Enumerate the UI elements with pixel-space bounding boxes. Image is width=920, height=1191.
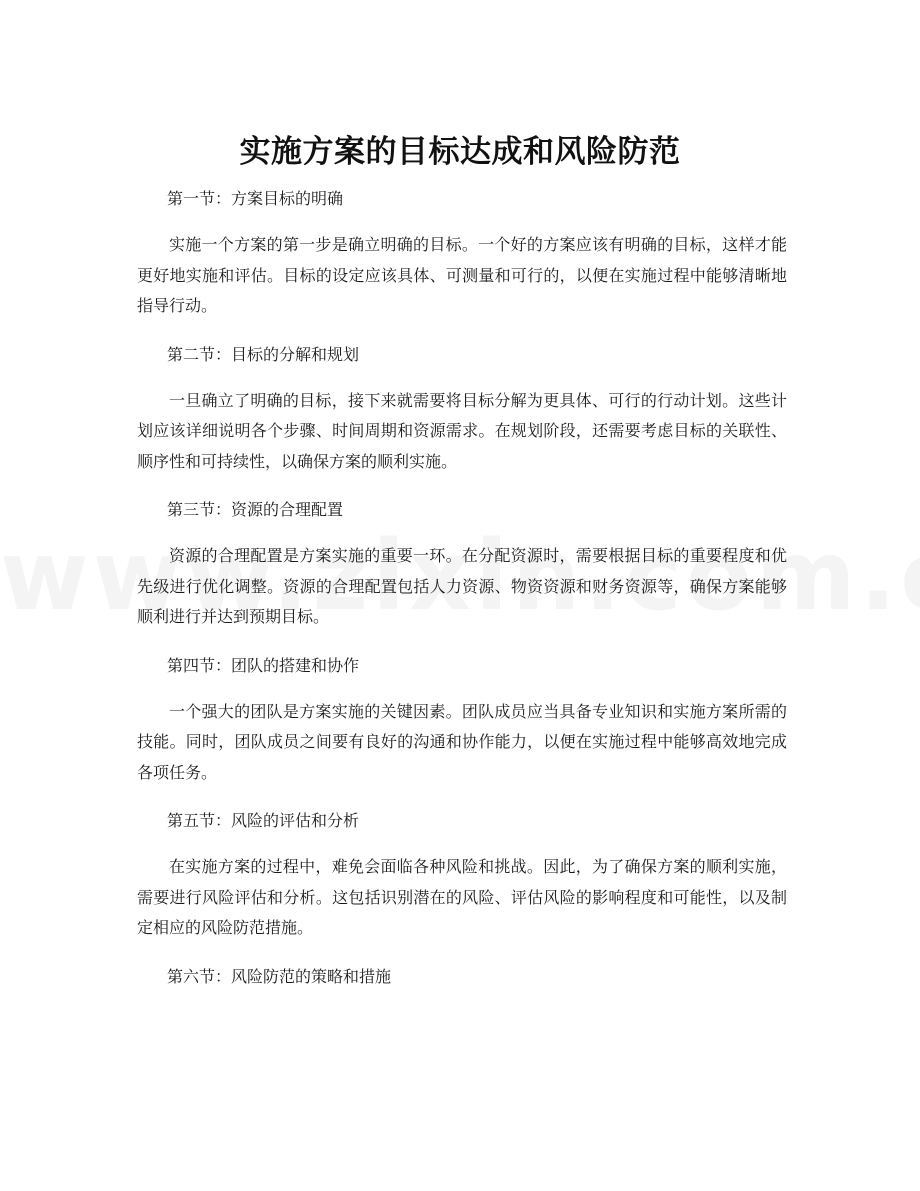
section-paragraph-2: 一旦确立了明确的目标，接下来就需要将目标分解为更具体、可行的行动计划。这些计划应该详细说明各个步骤、时间周期和资源需求。在规划阶段，还需要考虑目标的关联性、顺序性和可持续性，以确保方案的顺利实施。	[137, 390, 787, 471]
section-heading-5: 第五节：风险的评估和分析	[167, 811, 360, 830]
section-paragraph-4: 一个强大的团队是方案实施的关键因素。团队成员应当具备专业知识和实施方案所需的技能。同时，团队成员之间要有良好的沟通和协作能力，以便在实施过程中能够高效地完成各项任务。	[137, 701, 787, 782]
page-title: 实施方案的目标达成和风险防范	[239, 133, 681, 170]
section-heading-6: 第六节：风险防范的策略和措施	[167, 966, 392, 986]
section-heading-3: 第三节：资源的合理配置	[167, 500, 344, 519]
section-heading-1: 第一节：方案目标的明确	[167, 189, 344, 208]
section-paragraph-3: 资源的合理配置是方案实施的重要一环。在分配资源时，需要根据目标的重要程度和优先级进行优化调整。资源的合理配置包括人力资源、物资资源和财务资源等，确保方案能够顺利进行并达到预期目标。	[137, 546, 787, 626]
section-paragraph-1: 实施一个方案的第一步是确立明确的目标。一个好的方案应该有明确的目标，这样才能更好地实施和评估。目标的设定应该具体、可测量和可行的，以便在实施过程中能够清晰地指导行动。	[137, 235, 787, 315]
section-heading-4: 第四节：团队的搭建和协作	[167, 655, 360, 675]
section-heading-2: 第二节：目标的分解和规划	[167, 344, 360, 364]
document-body	[137, 181, 787, 995]
section-paragraph-5: 在实施方案的过程中，难免会面临各种风险和挑战。因此，为了确保方案的顺利实施，需要进行风险评估和分析。这包括识别潜在的风险、评估风险的影响程度和可能性，以及制定相应的风险防范措施。	[137, 857, 787, 937]
